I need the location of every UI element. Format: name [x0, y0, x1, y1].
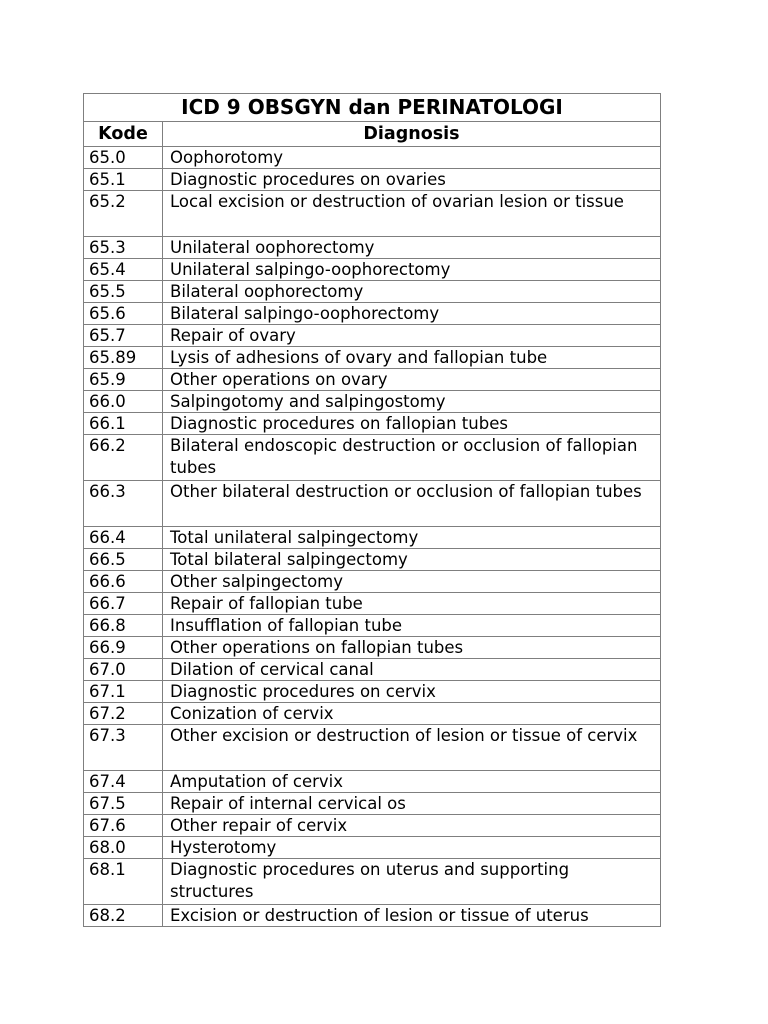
- diagnosis-cell: Diagnostic procedures on uterus and supporting structures: [163, 859, 661, 905]
- table-row: [84, 481, 661, 527]
- table-row: [84, 347, 661, 369]
- table-row: [84, 637, 661, 659]
- table-row: [84, 281, 661, 303]
- diagnosis-cell: Total unilateral salpingectomy: [163, 527, 661, 549]
- kode-cell: 65.89: [84, 347, 163, 369]
- diagnosis-cell: Other salpingectomy: [163, 571, 661, 593]
- kode-cell: 66.2: [84, 435, 163, 481]
- diagnosis-cell: Diagnostic procedures on cervix: [163, 681, 661, 703]
- table-row: [84, 771, 661, 793]
- kode-cell: 67.4: [84, 771, 163, 793]
- diagnosis-header: Diagnosis: [163, 122, 661, 147]
- kode-cell: 66.0: [84, 391, 163, 413]
- diagnosis-cell: Oophorotomy: [163, 147, 661, 169]
- table-row: [84, 413, 661, 435]
- table-row: [84, 527, 661, 549]
- diagnosis-cell: Diagnostic procedures on fallopian tubes: [163, 413, 661, 435]
- diagnosis-cell: Conization of cervix: [163, 703, 661, 725]
- kode-header: Kode: [84, 122, 163, 147]
- diagnosis-cell: Repair of ovary: [163, 325, 661, 347]
- kode-cell: 67.5: [84, 793, 163, 815]
- diagnosis-cell: Diagnostic procedures on ovaries: [163, 169, 661, 191]
- diagnosis-cell: Amputation of cervix: [163, 771, 661, 793]
- kode-cell: 65.2: [84, 191, 163, 237]
- table-row: [84, 815, 661, 837]
- kode-cell: 65.7: [84, 325, 163, 347]
- kode-cell: 68.2: [84, 905, 163, 927]
- table-row: [84, 659, 661, 681]
- kode-cell: 66.6: [84, 571, 163, 593]
- diagnosis-cell: Other bilateral destruction or occlusion of fallopian tubes: [163, 481, 661, 527]
- diagnosis-cell: Lysis of adhesions of ovary and fallopian tube: [163, 347, 661, 369]
- table-row: [84, 571, 661, 593]
- diagnosis-cell: Salpingotomy and salpingostomy: [163, 391, 661, 413]
- diagnosis-cell: Other excision or destruction of lesion or tissue of cervix: [163, 725, 661, 771]
- table-row: [84, 369, 661, 391]
- table-row: [84, 147, 661, 169]
- table-row: [84, 169, 661, 191]
- table-title: ICD 9 OBSGYN dan PERINATOLOGI: [84, 94, 661, 122]
- kode-cell: 67.0: [84, 659, 163, 681]
- kode-cell: 66.4: [84, 527, 163, 549]
- table-row: [84, 593, 661, 615]
- table-row: [84, 837, 661, 859]
- table-row: [84, 793, 661, 815]
- diagnosis-cell: Total bilateral salpingectomy: [163, 549, 661, 571]
- table-body: [84, 147, 661, 927]
- diagnosis-cell: Bilateral endoscopic destruction or occlusion of fallopian tubes: [163, 435, 661, 481]
- kode-cell: 68.1: [84, 859, 163, 905]
- diagnosis-cell: Other repair of cervix: [163, 815, 661, 837]
- table-row: [84, 237, 661, 259]
- kode-cell: 67.1: [84, 681, 163, 703]
- kode-cell: 66.3: [84, 481, 163, 527]
- kode-cell: 65.0: [84, 147, 163, 169]
- kode-cell: 65.1: [84, 169, 163, 191]
- diagnosis-cell: Hysterotomy: [163, 837, 661, 859]
- table-row: [84, 725, 661, 771]
- table-row: [84, 435, 661, 481]
- diagnosis-cell: Bilateral oophorectomy: [163, 281, 661, 303]
- table-row: [84, 303, 661, 325]
- diagnosis-cell: Insufflation of fallopian tube: [163, 615, 661, 637]
- kode-cell: 65.6: [84, 303, 163, 325]
- table-row: [84, 703, 661, 725]
- table-row: [84, 859, 661, 905]
- diagnosis-cell: Unilateral salpingo-oophorectomy: [163, 259, 661, 281]
- table-row: [84, 549, 661, 571]
- kode-cell: 66.5: [84, 549, 163, 571]
- table-row: [84, 681, 661, 703]
- diagnosis-cell: Repair of fallopian tube: [163, 593, 661, 615]
- kode-cell: 66.9: [84, 637, 163, 659]
- diagnosis-cell: Bilateral salpingo-oophorectomy: [163, 303, 661, 325]
- header-row: [84, 122, 661, 147]
- table-row: [84, 259, 661, 281]
- icd-table: [83, 93, 661, 927]
- diagnosis-cell: Other operations on ovary: [163, 369, 661, 391]
- diagnosis-cell: Local excision or destruction of ovarian lesion or tissue: [163, 191, 661, 237]
- kode-cell: 66.8: [84, 615, 163, 637]
- kode-cell: 65.5: [84, 281, 163, 303]
- diagnosis-cell: Other operations on fallopian tubes: [163, 637, 661, 659]
- diagnosis-cell: Dilation of cervical canal: [163, 659, 661, 681]
- table-row: [84, 325, 661, 347]
- kode-cell: 66.7: [84, 593, 163, 615]
- table-row: [84, 391, 661, 413]
- kode-cell: 66.1: [84, 413, 163, 435]
- kode-cell: 67.2: [84, 703, 163, 725]
- kode-cell: 67.6: [84, 815, 163, 837]
- table-row: [84, 191, 661, 237]
- kode-cell: 65.9: [84, 369, 163, 391]
- table-row: [84, 615, 661, 637]
- kode-cell: 65.4: [84, 259, 163, 281]
- kode-cell: 68.0: [84, 837, 163, 859]
- title-row: [84, 94, 661, 122]
- diagnosis-cell: Unilateral oophorectomy: [163, 237, 661, 259]
- kode-cell: 65.3: [84, 237, 163, 259]
- diagnosis-cell: Excision or destruction of lesion or tissue of uterus: [163, 905, 661, 927]
- kode-cell: 67.3: [84, 725, 163, 771]
- table-row: [84, 905, 661, 927]
- diagnosis-cell: Repair of internal cervical os: [163, 793, 661, 815]
